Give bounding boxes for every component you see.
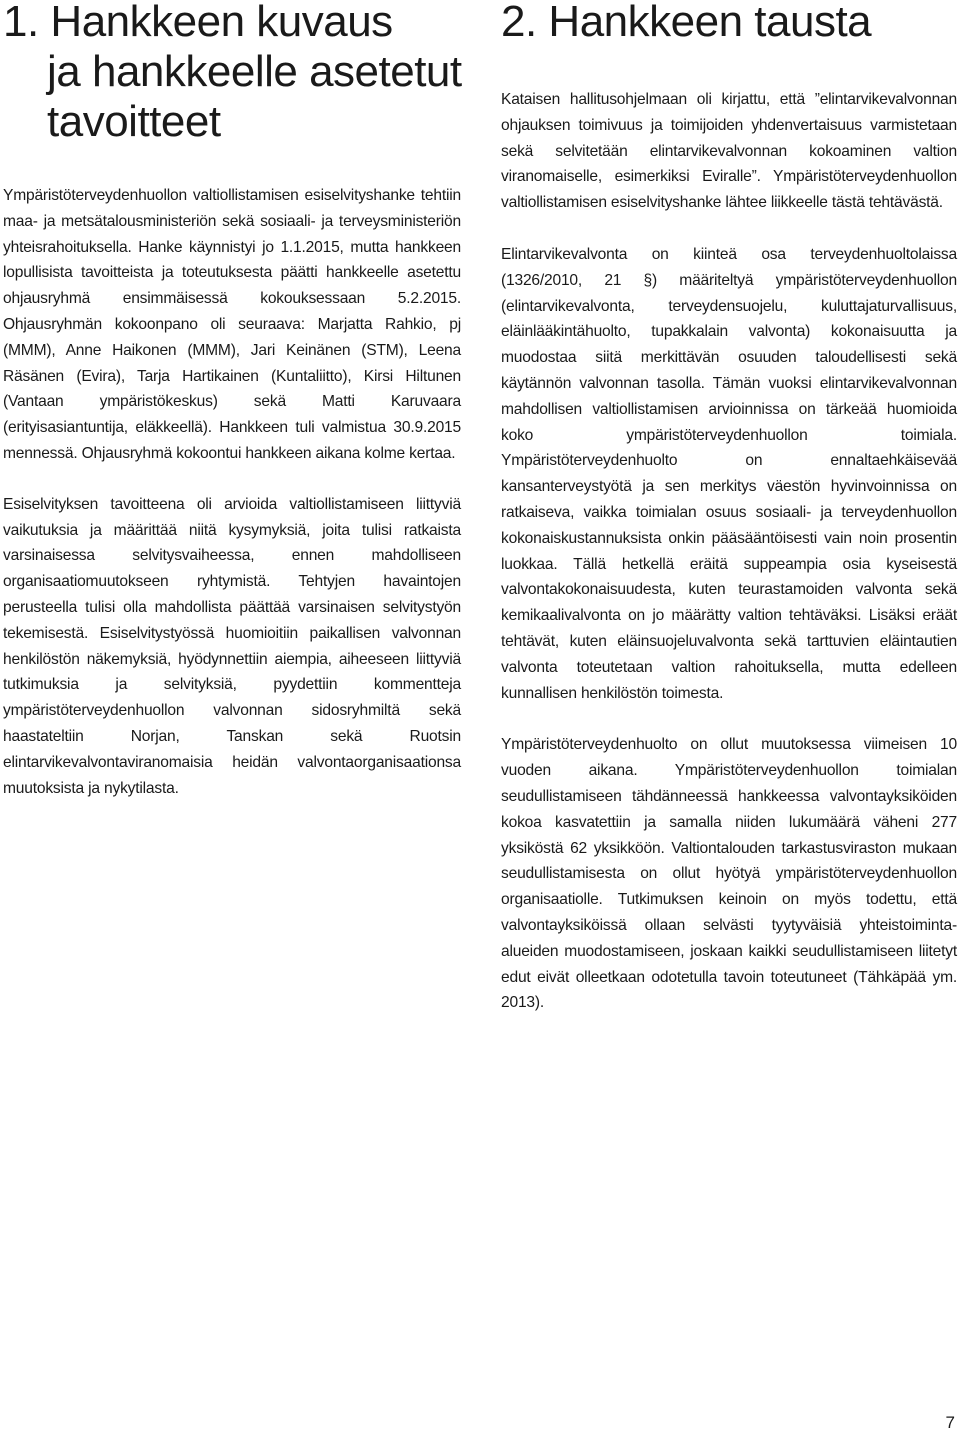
heading-line: ja hankkeelle asetetut xyxy=(47,47,462,96)
right-column xyxy=(501,0,957,1016)
paragraph: Esiselvityksen tavoitteena oli arvioida valtiollistamiseen liittyviä vaikutuksia ja määrittää niitä kysymyksiä, joita tulisi ratkaista varsinaisessa selvitysvaiheessa, ennen mahdolliseen organisaatiomuutokseen ryhtymistä. Tehtyjen havaintojen perusteella tulisi olla mahdollista päättää varsinaisen selvitystyön tekemisestä. Esiselvitystyössä huomioitiin paikallisen valvonnan henkilöstön näkemyksiä, hyödynnettiin aiempia, aiheeseen liittyviä tutkimuksia ja selvityksiä, pyydettiin kommentteja ympäristöterveydenhuollon valvonnan sidosryhmiltä sekä haastateltiin Norjan, Tanskan sekä Ruotsin elintarvikevalvontaviranomaisia heidän valvontaorganisaationsa muutoksista ja nykytilasta. xyxy=(3,495,461,797)
paragraph: Ympäristöterveydenhuolto on ollut muutoksessa viimeisen 10 vuoden aikana. Ympäristöterveydenhuollon toimialan seudullistamiseen tähdänneessä hankkeessa valvontayksiköiden kokoa kasvatettiin ja samalla niiden lukumäärä väheni 277 yksiköstä 62 yksikköön. Valtiontalouden tarkastusviraston mukaan seudullistamisesta on ollut hyötyä ympäristöterveydenhuollon organisaatiolle. Tutkimuksen keinoin on myös todettu, että valvontayksiköissä ollaan selvästi tyytyväisiä yhteistoiminta-alueiden muodostamiseen, joskaan kaikki seudullistamiseen liitetyt edut eivät olleetkaan odotetulla tavoin toteutuneet (Tähkäpää ym. 2013). xyxy=(501,736,957,1012)
heading-line: 2. Hankkeen tausta xyxy=(501,0,872,46)
heading-line: 1. Hankkeen kuvaus xyxy=(3,0,393,46)
heading-line: tavoitteet xyxy=(47,97,221,146)
paragraph: Ympäristöterveydenhuollon valtiollistamisen esiselvityshanke tehtiin maa- ja metsätalousministeriön sekä sosiaali- ja terveysministeriön yhteisrahoituksella. Hanke käynnistyi jo 1.1.2015, mutta hankkeen lopullisista tavoitteista ja toteutuksesta päätti hankkeelle asetettu ohjausryhmä ensimmäisessä kokouksessaan 5.2.2015. Ohjausryhmän kokoonpano oli seuraava: Marjatta Rahkio, pj (MMM), Anne Haikonen (MMM), Jari Keinänen (STM), Leena Räsänen (Evira), Tarja Hartikainen (Kuntaliitto), Kirsi Hiltunen (Vantaan ympäristökeskus) sekä Matti Karuvaara (erityisasiantuntija, eläkkeellä). Hankkeen tuli valmistua 30.9.2015 mennessä. Ohjausryhmä kokoontui hankkeen aikana kolme kertaa. xyxy=(3,187,461,462)
left-column xyxy=(3,0,461,801)
paragraph: Elintarvikevalvonta on kiinteä osa terveydenhuoltolaissa (1326/2010, 21 §) määriteltyä ympäristöterveydenhuollon (elintarvikevalvonta, terveydensuojelu, kuluttajaturvallisuus, eläinlääkintähuolto, tupakkalain valvonta) kokonaisuutta ja muodostaa siitä merkittävän osuuden taloudellisesti sekä käytännön valvonnan tasolla. Tämän vuoksi elintarvikevalvonnan mahdollisen valtiollistamisen arvioinnissa on tärkeää huomioida koko ympäristöterveydenhuollon toimiala. Ympäristöterveydenhuolto on ennaltaehkäisevää kansanterveystyötä ja sen merkitys väestön hyvinvoinnissa on ratkaiseva, vaikka toimialan osuus sosiaali- ja terveydenhuollon kokonaiskustannuksista onkin pääsääntöisesti vain noin prosentin luokkaa. Tällä hetkellä eräitä suppeampia osia kyseisestä valvontakokonaisuudesta, kuten teurastamoiden valvonta sekä kemikaalivalvonta on jo määrätty valtion tehtäväksi. Lisäksi eräät tehtävät, kuten eläinsuojeluvalvonta sekä tarttuvien eläintautien valvonta toteutetaan valtion rahoituksella, mutta edelleen kunnallisen henkilöstön toimesta. xyxy=(501,245,957,702)
page-number: 7 xyxy=(945,1413,955,1432)
paragraph: Kataisen hallitusohjelmaan oli kirjattu, että ”elintarvikevalvonnan ohjauksen toimivuus ja toimijoiden yhdenvertaisuus varmistetaan sekä selvitetään elintarvikevalvonnan kokoaminen valtion viranomaiselle, esimerkiksi Eviralle”. Ympäristöterveydenhuollon valtiollistamisen esiselvityshanke lähtee liikkeelle tästä tehtävästä. xyxy=(501,91,957,212)
section-1-heading xyxy=(3,0,461,147)
section-2-heading xyxy=(501,0,957,47)
